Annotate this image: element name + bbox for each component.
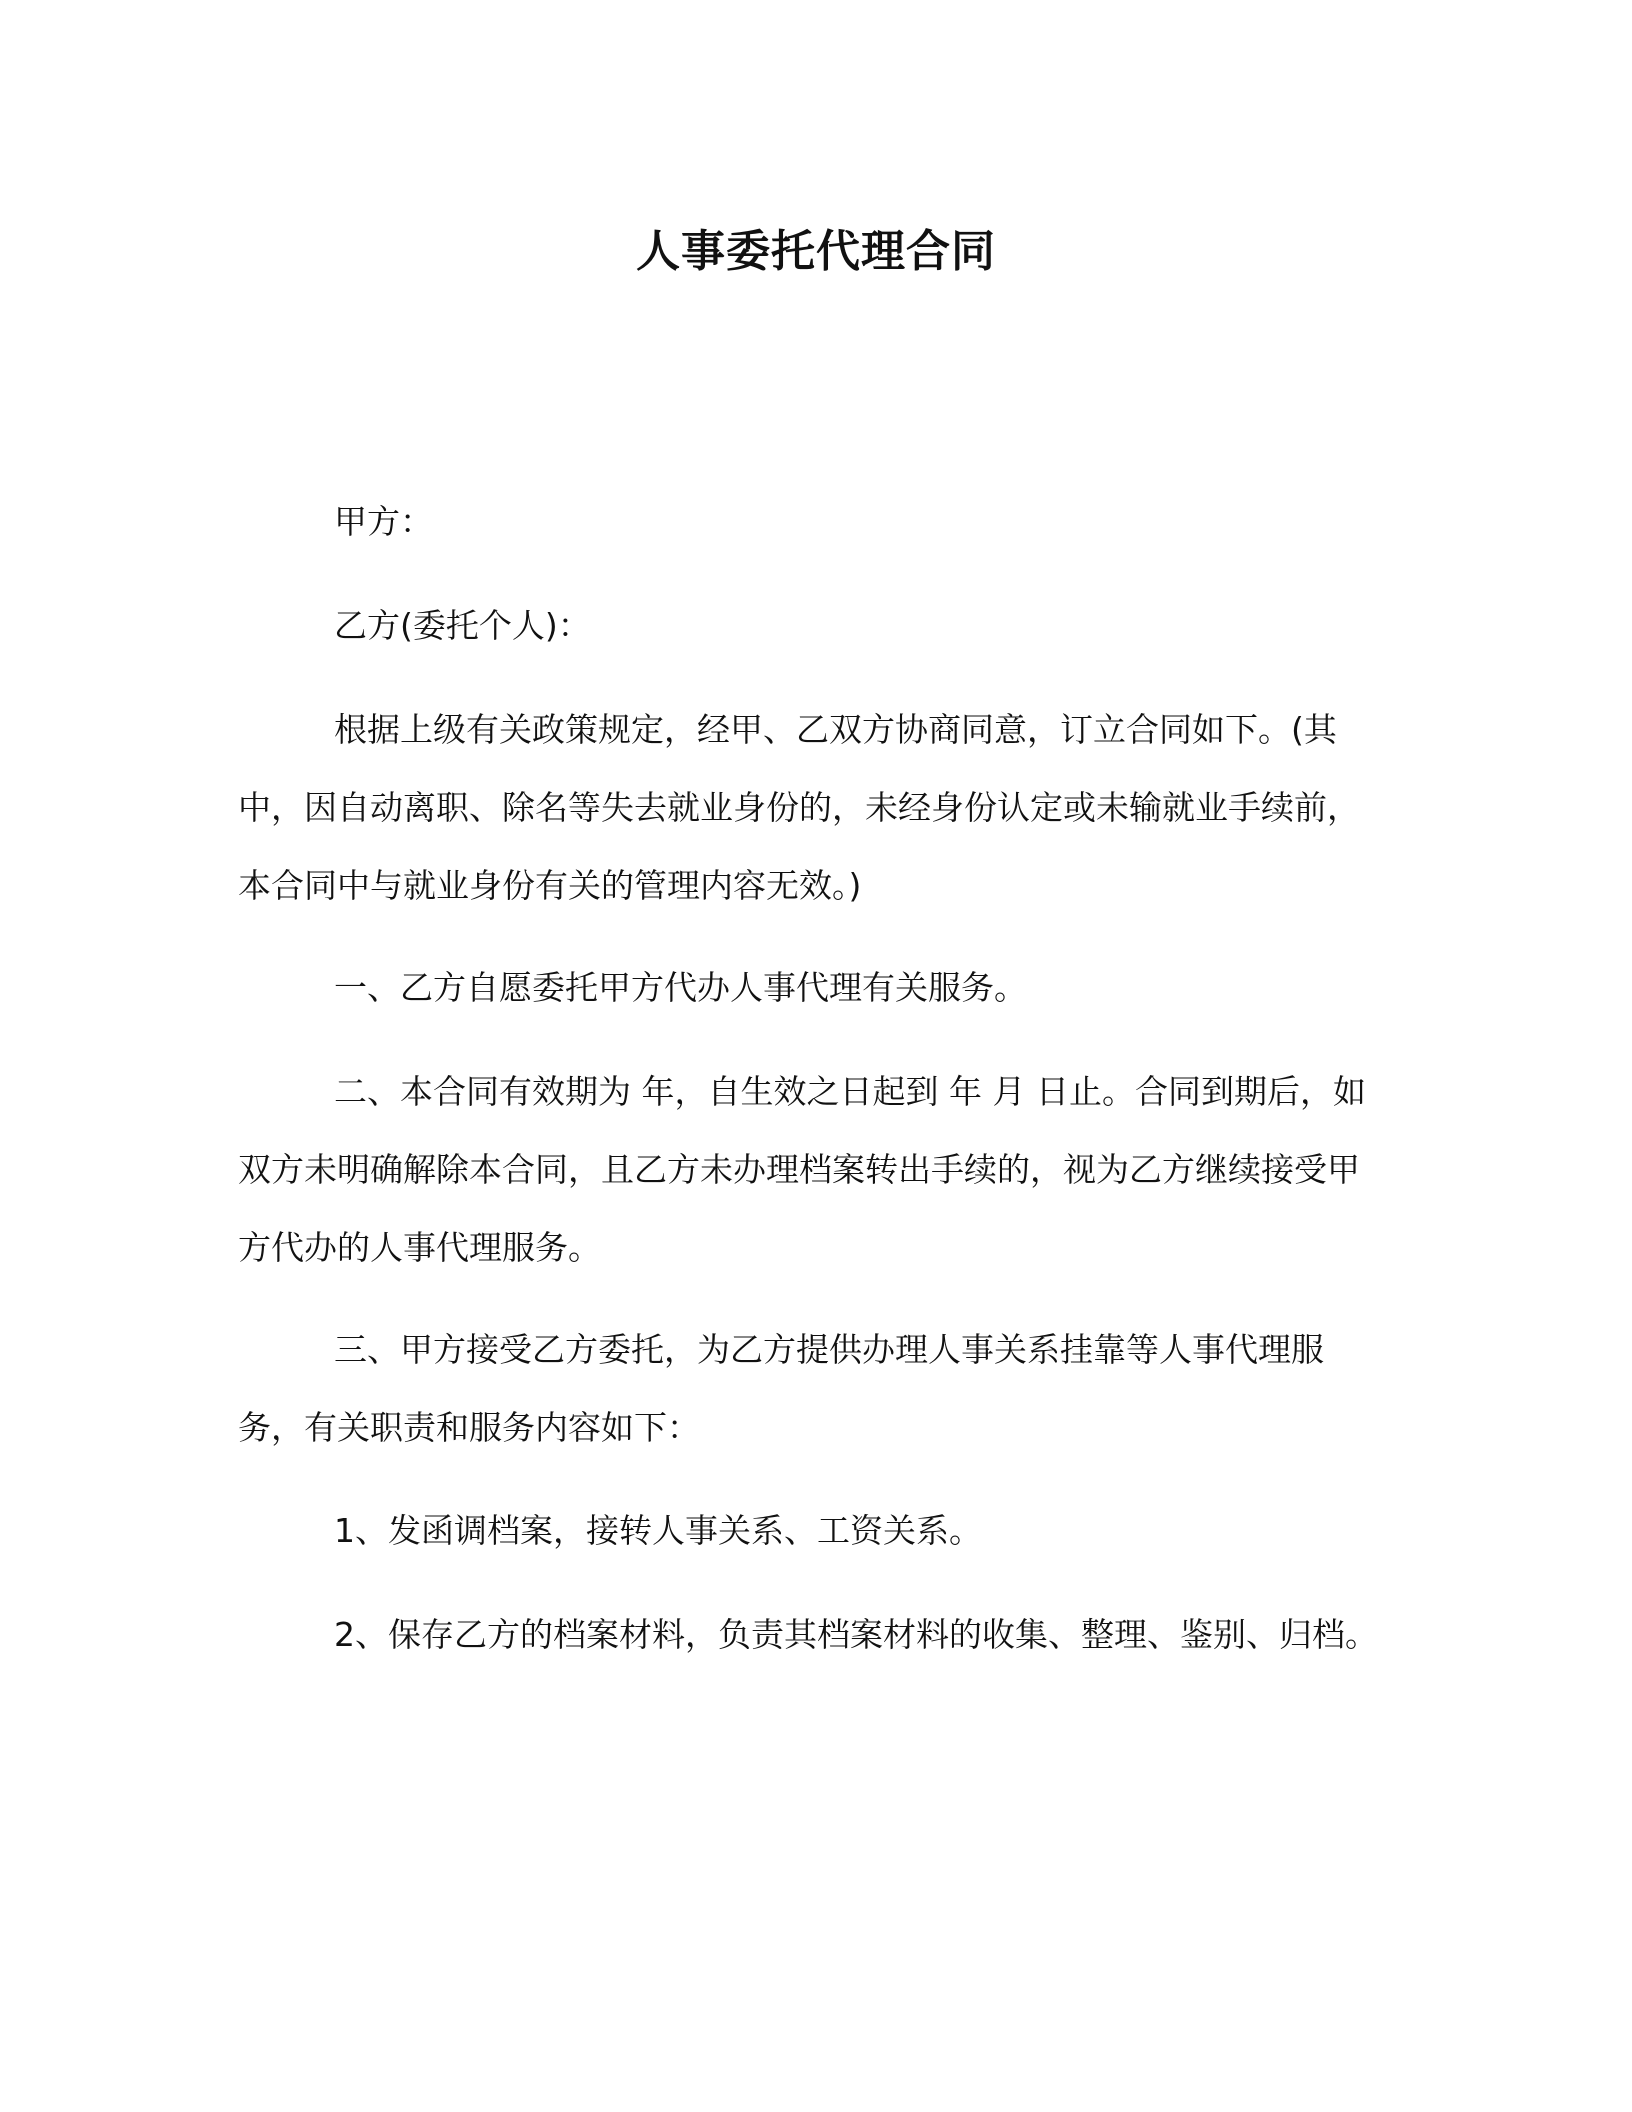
party-b-line: 乙方(委托个人)： — [334, 606, 591, 645]
clause-2-paragraph: 二、本合同有效期为 年，自生效之日起到 年 月 日止。合同到期后，如双方未明确解除本合同，且乙方未办理档案转出手续的，视为乙方继续接受甲方代办的人事代理服务。 — [238, 1072, 1366, 1267]
service-item-2: 2、保存乙方的档案材料，负责其档案材料的收集、整理、鉴别、归档。 — [334, 1615, 1378, 1654]
party-a-line: 甲方： — [334, 502, 433, 541]
clause-1-paragraph: 一、乙方自愿委托甲方代办人事代理有关服务。 — [334, 968, 1027, 1007]
preamble-paragraph: 根据上级有关政策规定，经甲、乙双方协商同意，订立合同如下。(其中，因自动离职、除名等失去就业身份的，未经身份认定或未输就业手续前，本合同中与就业身份有关的管理内容无效。) — [238, 710, 1360, 905]
clause-3-paragraph: 三、甲方接受乙方委托，为乙方提供办理人事关系挂靠等人事代理服务，有关职责和服务内容如下： — [238, 1330, 1324, 1447]
service-item-1: 1、发函调档案，接转人事关系、工资关系。 — [334, 1511, 982, 1550]
document-title: 人事委托代理合同 — [636, 226, 996, 277]
